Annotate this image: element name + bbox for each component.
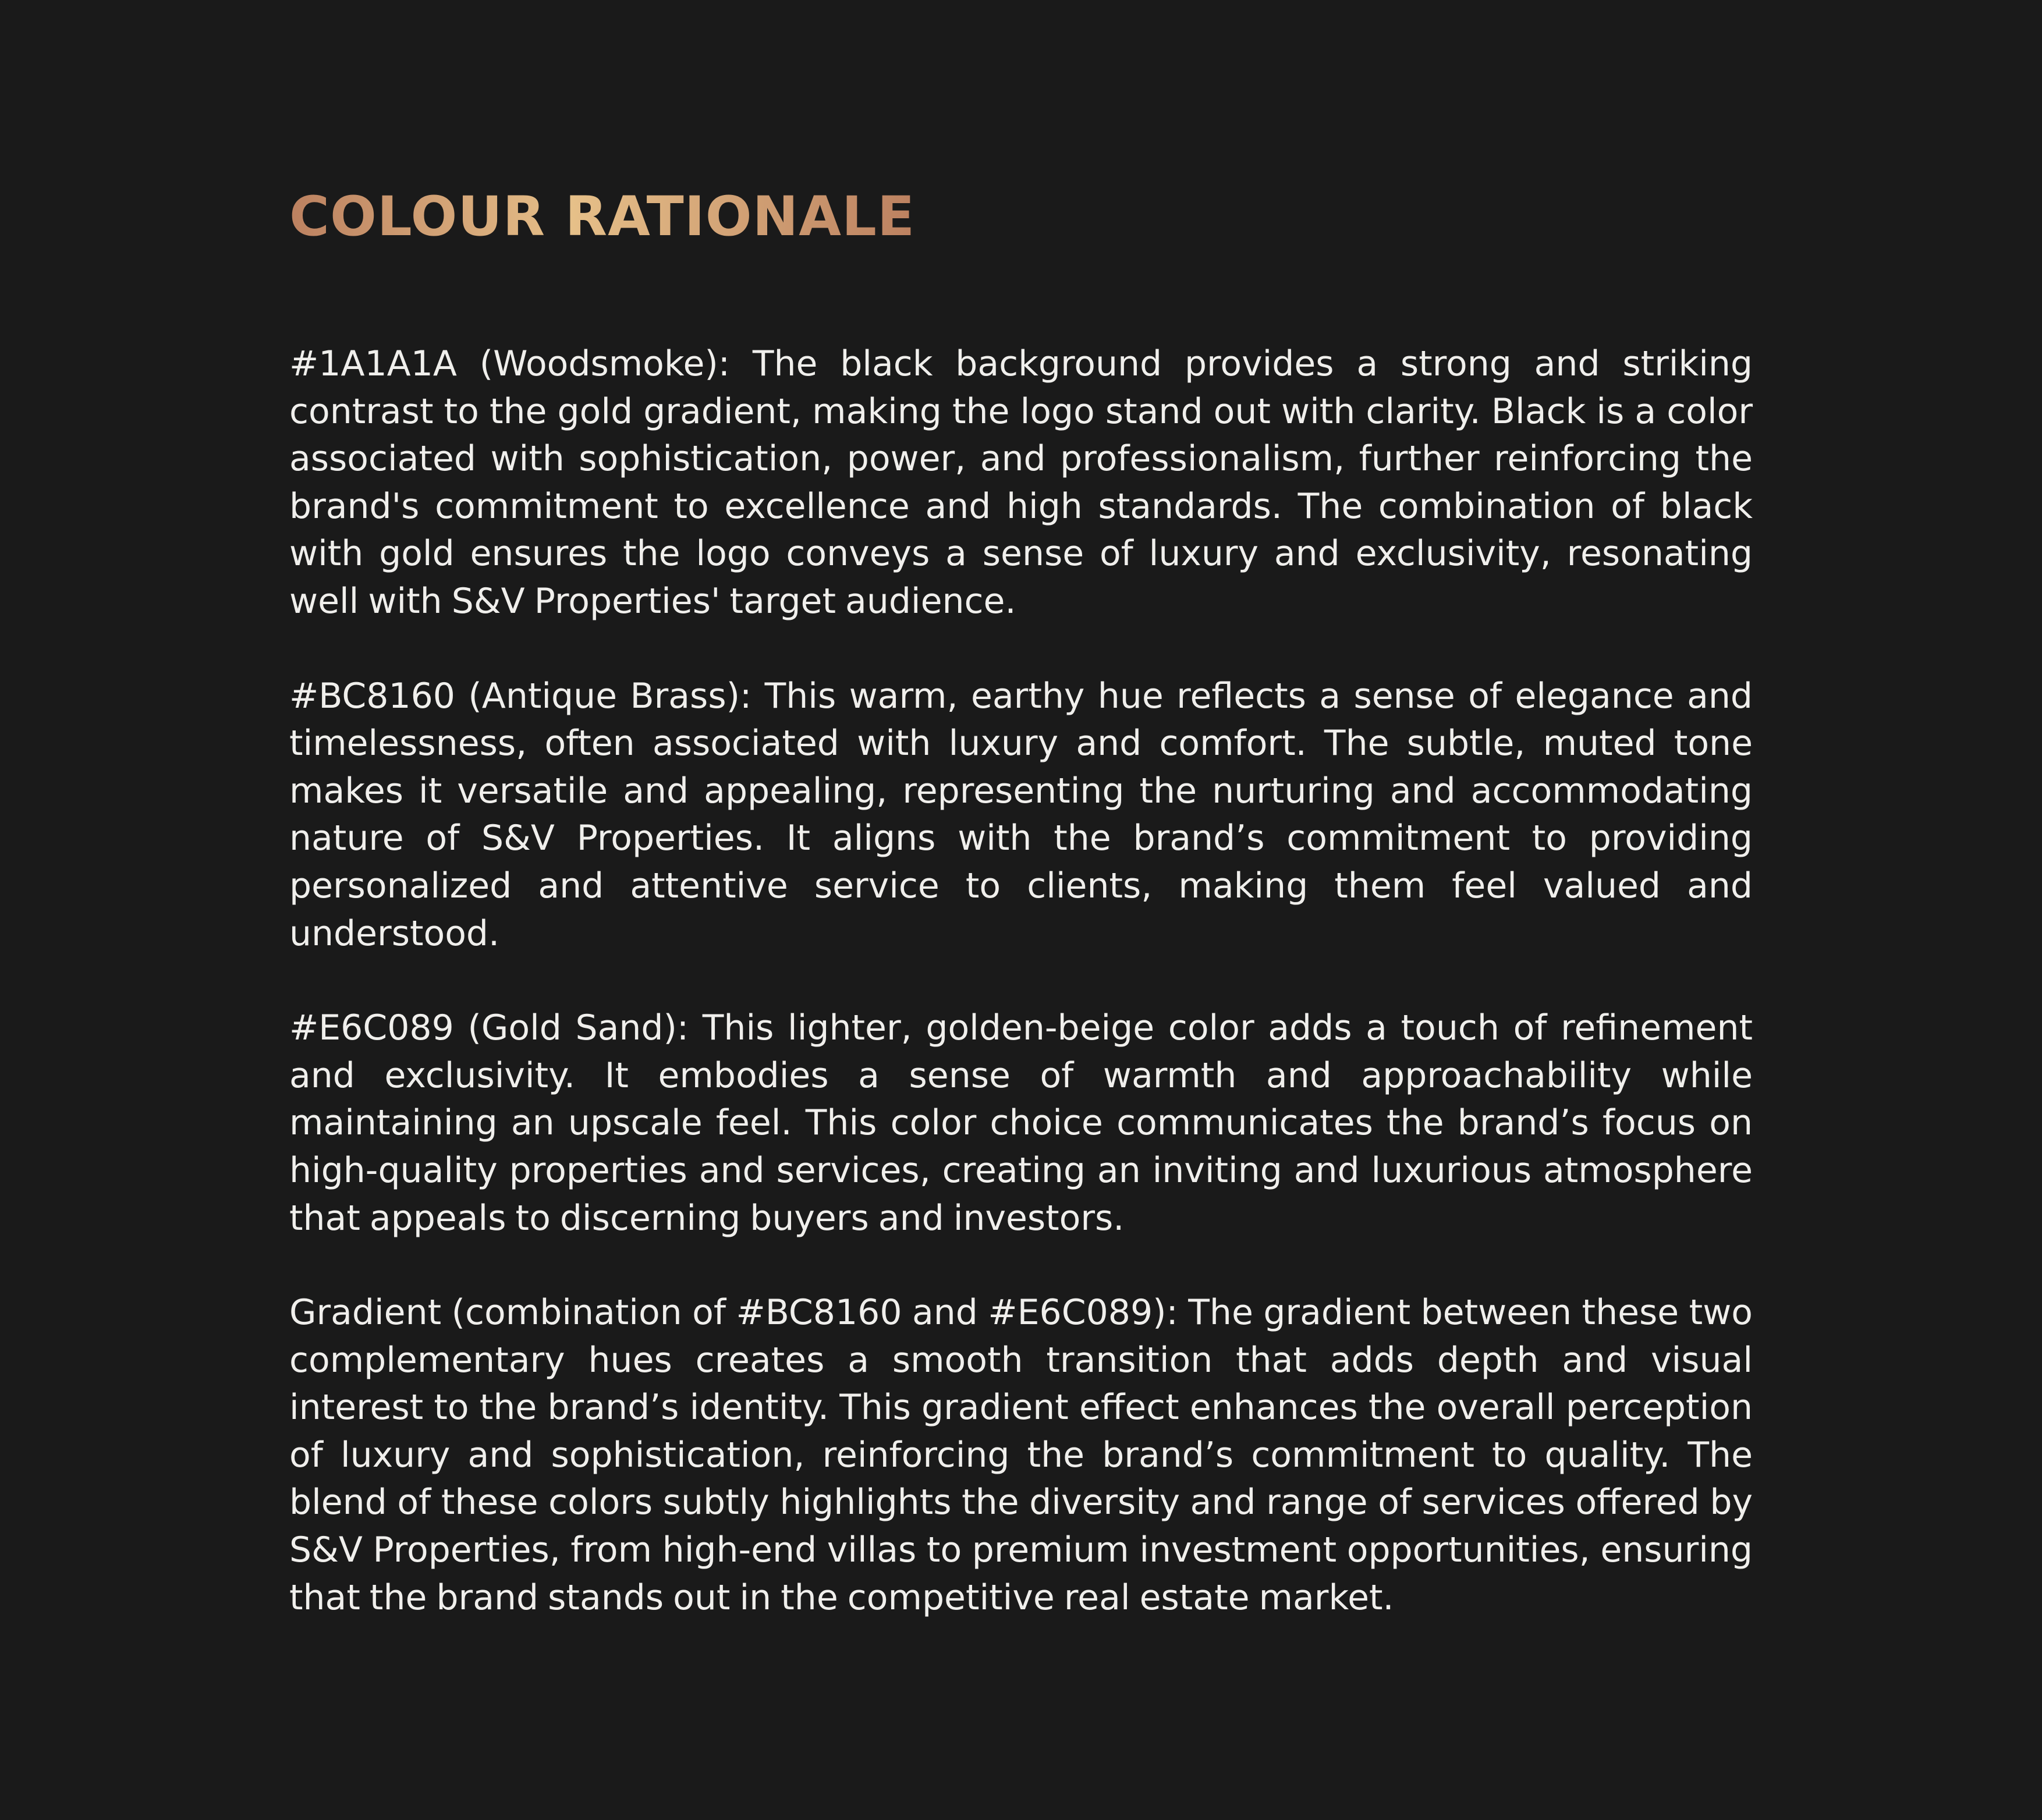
page-title: COLOUR RATIONALE	[289, 185, 916, 249]
paragraph-woodsmoke: #1A1A1A (Woodsmoke): The black background provides a strong and striking contrast to the gold gradient, making the logo stand out with clarity. Black is a color associated with sophistication, power, and professionalism, further reinforcing the brand's commitment to excellence and high standards. The combination of black with gold ensures the logo conveys a sense of luxury and exclusivity, resonating well with S&V Properties' target audience.	[289, 343, 1753, 622]
paragraph-gold-sand: #E6C089 (Gold Sand): This lighter, golden-beige color adds a touch of refinement and exclusivity. It embodies a sense of warmth and approachability while maintaining an upscale feel. This color choice communicates the brand’s focus on high-quality properties and services, creating an inviting and luxurious atmosphere that appeals to discerning buyers and investors.	[289, 1007, 1753, 1239]
paragraph-gradient: Gradient (combination of #BC8160 and #E6C089): The gradient between these two complementary hues creates a smooth transition that adds depth and visual interest to the brand’s identity. This gradient effect enhances the overall perception of luxury and sophistication, reinforcing the brand’s commitment to quality. The blend of these colors subtly highlights the diversity and range of services offered by S&V Properties, from high-end villas to premium investment opportunities, ensuring that the brand stands out in the competitive real estate market.	[289, 1292, 1753, 1618]
body-text	[289, 340, 1753, 1622]
paragraph-antique-brass: #BC8160 (Antique Brass): This warm, earthy hue reflects a sense of elegance and timelessness, often associated with luxury and comfort. The subtle, muted tone makes it versatile and appealing, representing the nurturing and accommodating nature of S&V Properties. It aligns with the brand’s commitment to providing personalized and attentive service to clients, making them feel valued and understood.	[289, 675, 1753, 954]
